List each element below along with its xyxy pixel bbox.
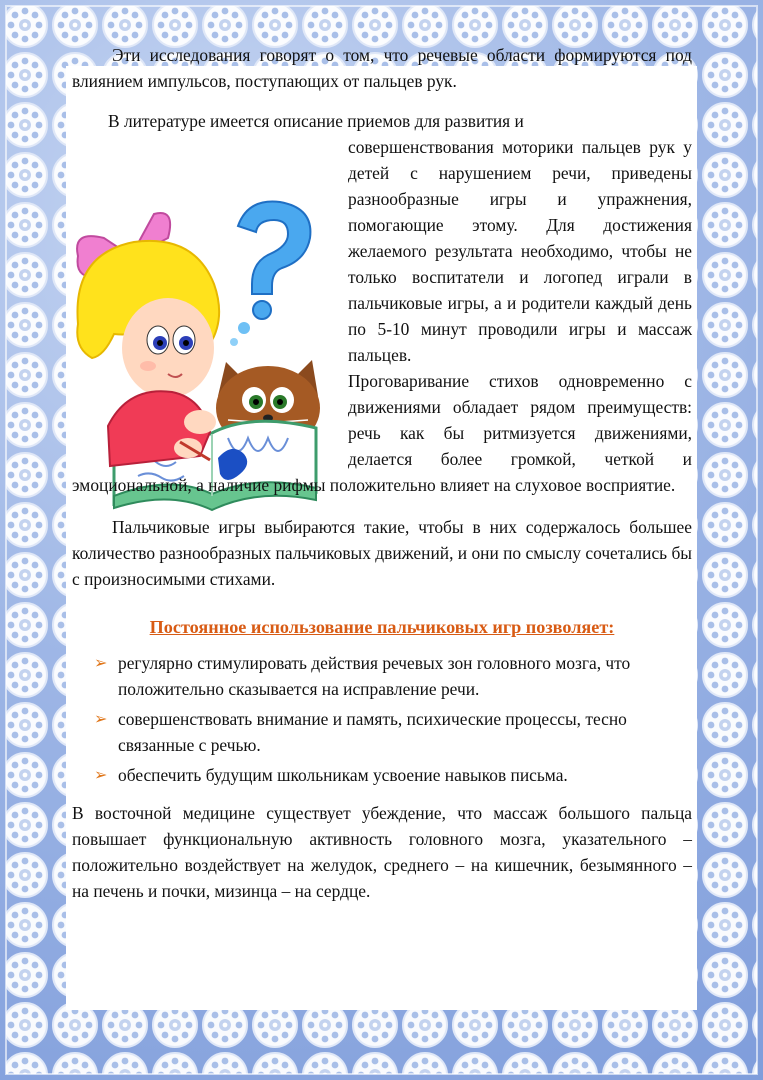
paragraph-3: Пальчиковые игры выбираются такие, чтобы в них содержалось большее количество разнообразных пальчиковых движений, и они по смыслу сочетались бы с произносимыми стихами. bbox=[72, 517, 692, 589]
paragraph-2-wrapped: совершенствования моторики пальцев рук у детей с нарушением речи, приведены разнообразные игры и упражнения, помогающие этому. Для достижения желаемого результата необходимо, чтобы не только воспитатели и логопед играли в пальчиковые игры, а и родители каждый день по 5-10 минут проводили игры и массаж пальцев. bbox=[348, 137, 692, 365]
list-item bbox=[94, 762, 692, 788]
arrow-right-icon: ➢ bbox=[94, 709, 108, 728]
section-heading: Постоянное использование пальчиковых игр позволяет: bbox=[149, 617, 615, 637]
paragraph-4: В восточной медицине существует убеждение, что массаж большого пальца повышает функциональную активность головного мозга, указательного – положительно воздействует на желудок, среднего – на кишечник, безымянного – на печень и почки, мизинца – на сердце. bbox=[72, 803, 692, 901]
list-item bbox=[94, 706, 692, 758]
list-item-text: обеспечить будущим школьникам усвоение навыков письма. bbox=[118, 765, 568, 785]
list-item-text: регулярно стимулировать действия речевых зон головного мозга, что положительно сказывается на исправление речи. bbox=[118, 653, 631, 699]
arrow-right-icon: ➢ bbox=[94, 765, 108, 784]
paragraph-1: Эти исследования говорят о том, что речевые области формируются под влиянием импульсов, поступающих от пальцев рук. bbox=[72, 45, 692, 91]
paragraph-2-tail: Проговаривание стихов одновременно с движениями обладает рядом преимуществ: речь как бы ритмизуется движениями, делается более громкой, четкой и эмоциональной, а наличие рифмы положительно влияет на слуховое восприятие. bbox=[72, 371, 692, 495]
arrow-right-icon: ➢ bbox=[94, 653, 108, 672]
list-item-text: совершенствовать внимание и память, психические процессы, тесно связанные с речью. bbox=[118, 709, 627, 755]
paragraph-2-start: В литературе имеется описание приемов для развития и bbox=[108, 111, 524, 131]
illustration-space bbox=[72, 134, 348, 464]
benefits-list bbox=[72, 650, 692, 788]
list-item bbox=[94, 650, 692, 702]
document-body bbox=[72, 42, 692, 904]
